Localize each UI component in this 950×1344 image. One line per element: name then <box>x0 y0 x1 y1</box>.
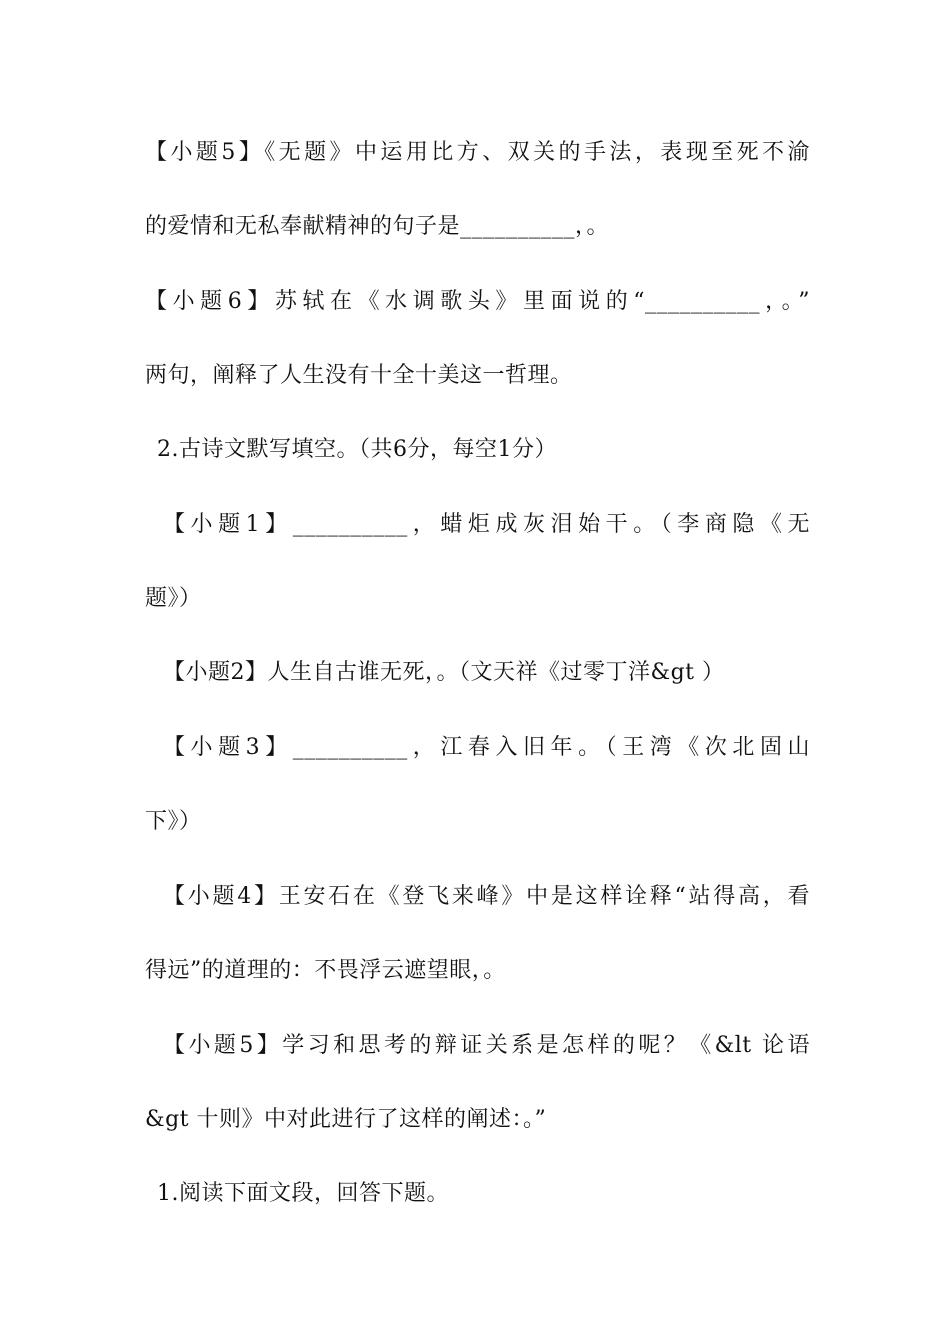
text-line-14: &gt 十则》中对此进行了这样的阐述：。” <box>145 1107 547 1132</box>
text-line-12: 得远”的道理的：不畏浮云遮望眼，。 <box>145 958 506 983</box>
section-heading-2: 2.古诗文默写填空。（共6分，每空1分） <box>157 437 557 462</box>
text-line-9: 【小题3】__________，江春入旧年。（王湾《次北固山 <box>163 735 810 760</box>
text-line-7: 题》） <box>145 586 202 611</box>
text-line-13: 【小题5】学习和思考的辩证关系是怎样的呢？《&lt 论语 <box>163 1033 810 1058</box>
text-line-8: 【小题2】人生自古谁无死，。（文天祥《过零丁洋&gt ） <box>163 660 725 685</box>
text-line-10: 下》） <box>145 809 202 834</box>
text-line-1: 【小题5】《无题》中运用比方、双关的手法，表现至死不渝 <box>145 140 810 165</box>
text-line-2: 的爱情和无私奉献精神的句子是__________，。 <box>145 214 610 239</box>
text-line-11: 【小题4】王安石在《登飞来峰》中是这样诠释“站得高，看 <box>163 884 810 909</box>
text-line-4: 两句，阐释了人生没有十全十美这一哲理。 <box>145 363 573 388</box>
text-line-3: 【小题6】苏轼在《水调歌头》里面说的“__________，。” <box>145 289 810 314</box>
section-heading-1: 1.阅读下面文段，回答下题。 <box>157 1181 449 1206</box>
text-line-6: 【小题1】__________，蜡炬成灰泪始干。（李商隐《无 <box>163 512 810 537</box>
